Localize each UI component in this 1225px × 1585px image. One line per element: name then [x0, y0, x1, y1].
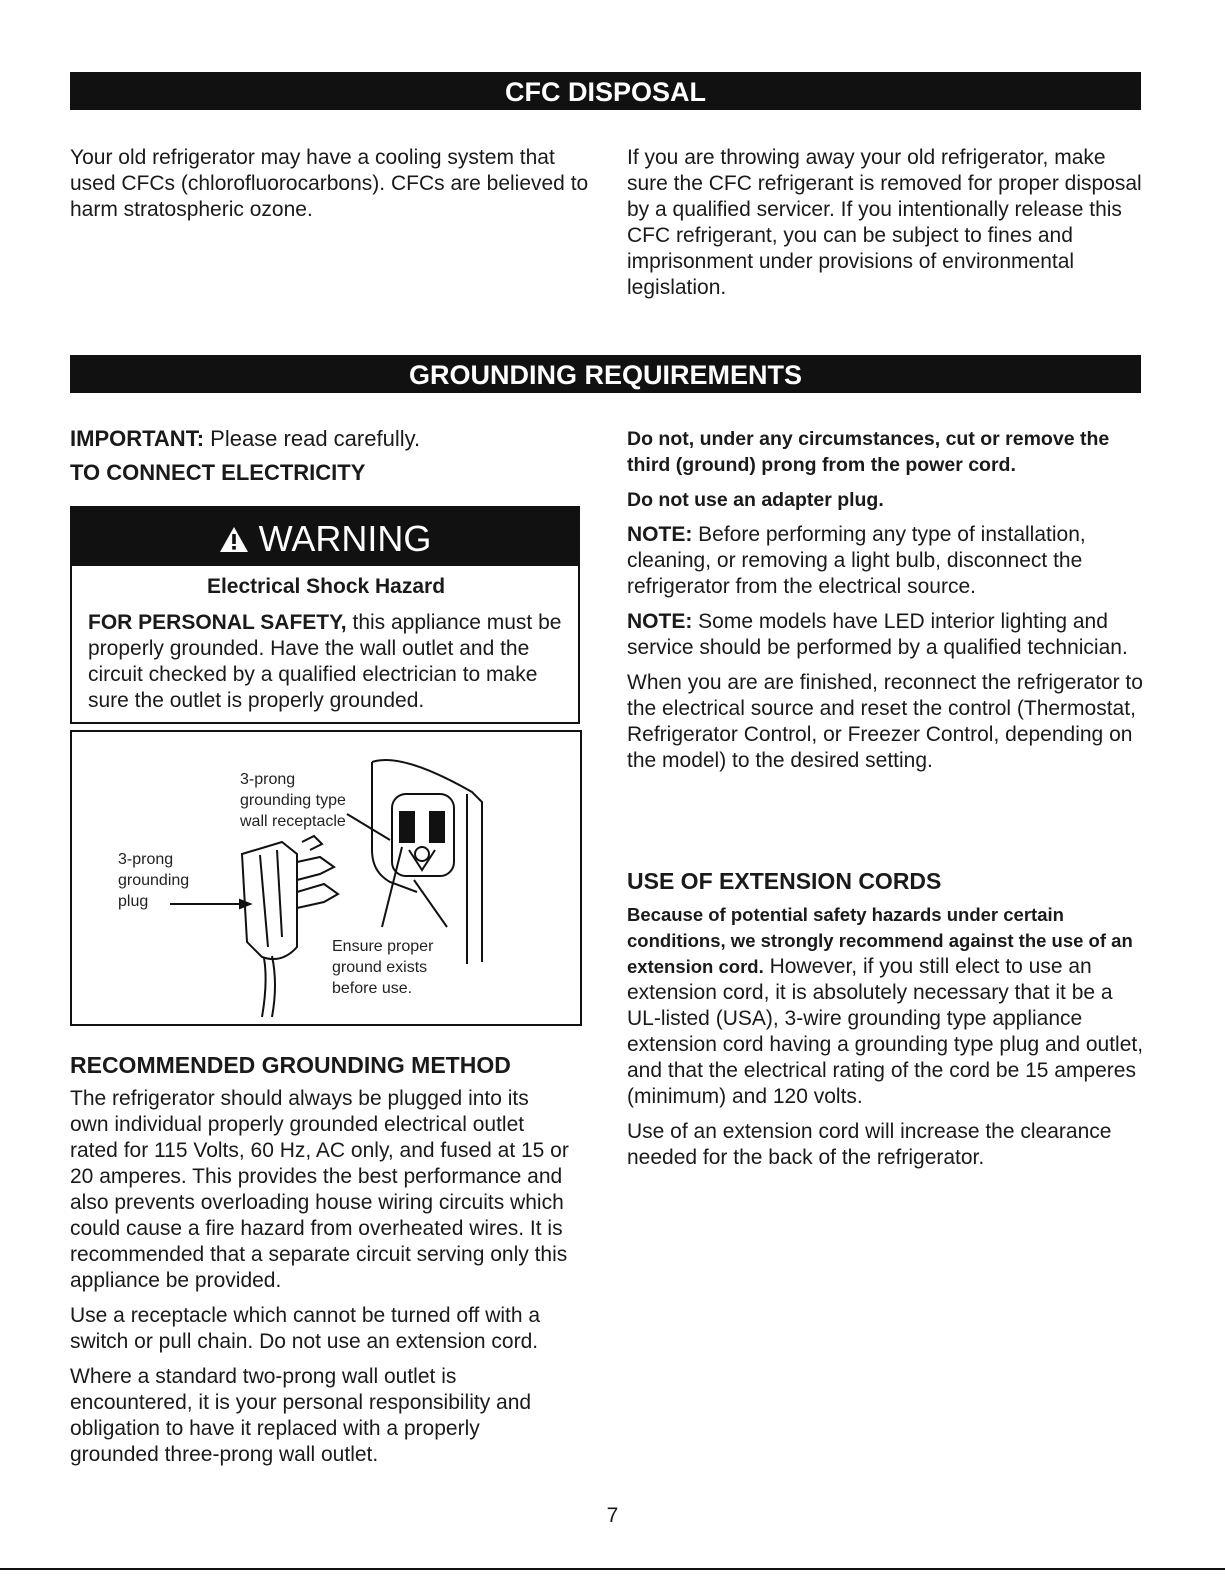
cfc-left-paragraph: Your old refrigerator may have a cooling system that used CFCs (chlorofluorocarbons). CFCs are believed to harm stratospheric ozone. — [70, 146, 589, 221]
adapter-plug-warning: Do not use an adapter plug. — [627, 489, 884, 511]
important-label: IMPORTANT: — [70, 426, 205, 451]
note-2-label: NOTE: — [627, 610, 693, 633]
warning-title: WARNING — [258, 518, 432, 559]
cfc-left-column — [70, 145, 590, 232]
note-1 — [627, 522, 1147, 600]
important-line — [70, 426, 590, 452]
receptacle-label — [240, 769, 346, 832]
ensure-label-line3: before use. — [332, 980, 413, 997]
note-1-label: NOTE: — [627, 523, 693, 546]
extension-bold-text: Because of potential safety hazards under certain conditions, we strongly recommend against the use of an extension cord. — [627, 904, 1133, 977]
important-text: Please read carefully. — [204, 426, 421, 451]
page-number: 7 — [606, 1504, 619, 1527]
warning-header — [72, 508, 578, 566]
ground-prong-warning: Do not, under any circumstances, cut or remove the third (ground) prong from the power cord. — [627, 428, 1110, 476]
cfc-disposal-header: CFC DISPOSAL — [70, 72, 1141, 110]
finished-paragraph: When you are are finished, reconnect the refrigerator to the electrical source and reset the control (Thermostat, Refrigerator Control, or Freezer Control, depending on the model) to the desired setting. — [627, 671, 1143, 772]
extension-cords-heading: USE OF EXTENSION CORDS — [627, 868, 942, 894]
plug-label-line1: 3-prong — [118, 851, 174, 868]
grounding-left-top — [70, 426, 590, 495]
plug-receptacle-figure — [70, 730, 582, 1026]
extension-cords-section — [627, 868, 1147, 1180]
warning-body — [72, 566, 578, 714]
plug-label — [118, 849, 189, 912]
connect-electricity-heading: TO CONNECT ELECTRICITY — [70, 460, 366, 485]
extension-paragraph-2: Use of an extension cord will increase the clearance needed for the back of the refrigerator. — [627, 1120, 1112, 1169]
grounding-method-heading: RECOMMENDED GROUNDING METHOD — [70, 1052, 511, 1078]
warning-lead: FOR PERSONAL SAFETY, — [88, 611, 347, 634]
warning-body-text: this appliance must be properly grounded. Have the wall outlet and the circuit checked by a qualified electrician to make sure the outlet is properly grounded. — [88, 611, 562, 712]
note-1-text: Before performing any type of installation, cleaning, or removing a light bulb, disconnect the refrigerator from the electrical source. — [627, 523, 1086, 598]
warning-hazard: Electrical Shock Hazard — [206, 575, 446, 598]
extension-paragraph-1 — [627, 902, 1147, 1110]
grounding-right-column — [627, 426, 1147, 783]
receptacle-label-line1: 3-prong — [240, 771, 296, 788]
warning-triangle-icon — [219, 510, 249, 572]
receptacle-label-line2: grounding type — [240, 792, 346, 809]
plug-label-line3: plug — [118, 893, 149, 910]
plug-label-line2: grounding — [118, 872, 190, 889]
ensure-label-line2: ground exists — [332, 959, 428, 976]
warning-box — [70, 506, 580, 724]
note-2 — [627, 609, 1147, 661]
grounding-requirements-header: GROUNDING REQUIREMENTS — [70, 355, 1141, 393]
extension-text: However, if you still elect to use an extension cord, it is absolutely necessary that it be a UL-listed (USA), 3-wire grounding type appliance extension cord having a grounding type plug and outlet, and that the electrical rating of the cord be 15 amperes (minimum) and 120 volts. — [627, 955, 1144, 1108]
grounding-method-paragraph-2: Use a receptacle which cannot be turned off with a switch or pull chain. Do not use an extension cord. — [70, 1304, 541, 1353]
grounding-method-paragraph-1: The refrigerator should always be plugged into its own individual properly grounded electrical outlet rated for 115 Volts, 60 Hz, AC only, and fused at 15 or 20 amperes. This provides the best performance and also prevents overloading house wiring circuits which could cause a fire hazard from overheated wires. It is recommended that a separate circuit serving only this appliance be provided. — [70, 1087, 569, 1292]
grounding-method-paragraph-3: Where a standard two-prong wall outlet is encountered, it is your personal responsibility and obligation to have it replaced with a properly grounded three-prong wall outlet. — [70, 1365, 532, 1466]
ensure-label-line1: Ensure proper — [332, 938, 434, 955]
note-2-text: Some models have LED interior lighting and service should be performed by a qualified technician. — [627, 610, 1128, 659]
cfc-right-paragraph: If you are throwing away your old refrigerator, make sure the CFC refrigerant is removed for proper disposal by a qualified servicer. If you intentionally release this CFC refrigerant, you can be subject to fines and imprisonment under provisions of environmental legislation. — [627, 146, 1142, 299]
ensure-ground-label — [332, 936, 433, 999]
grounding-method-section — [70, 1052, 570, 1477]
receptacle-label-line3: wall receptacle — [240, 813, 346, 830]
bottom-rule — [0, 1568, 1225, 1570]
cfc-right-column — [627, 145, 1147, 310]
warning-text — [88, 610, 564, 714]
